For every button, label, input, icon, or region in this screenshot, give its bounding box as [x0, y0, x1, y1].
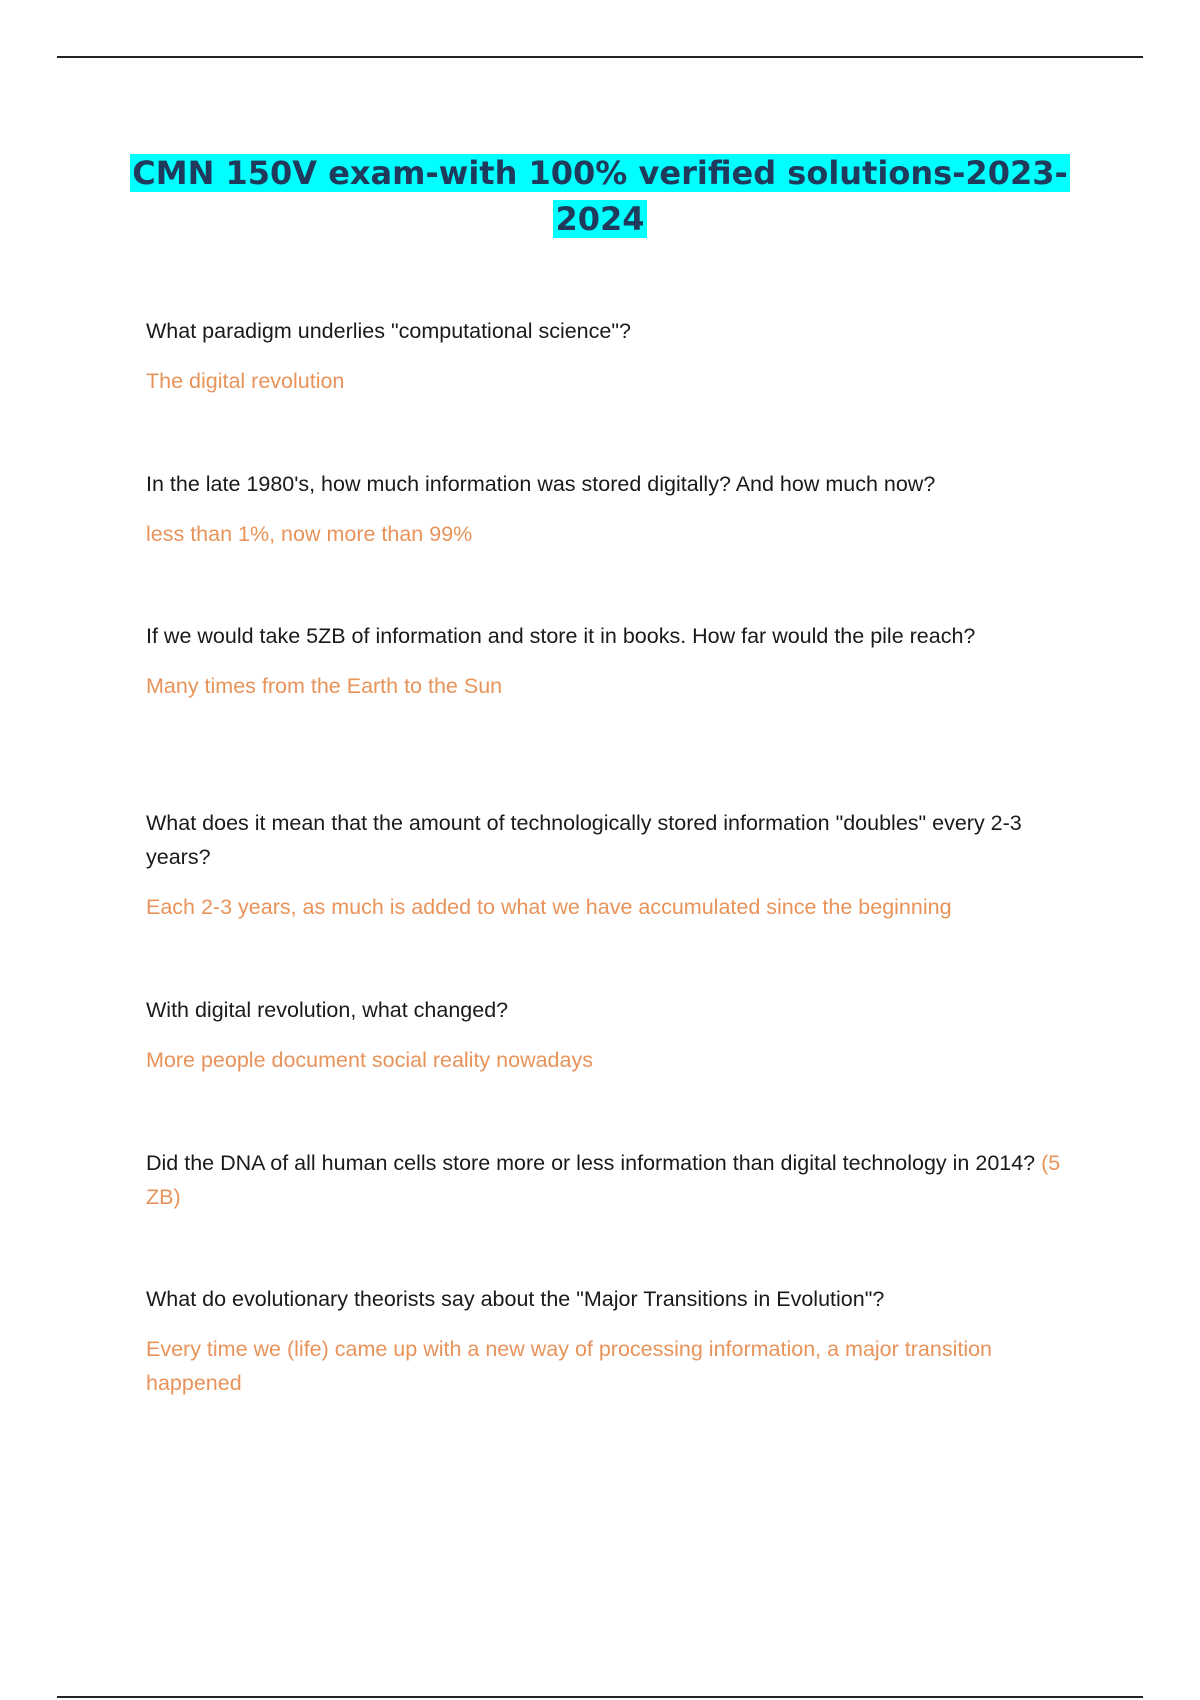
answer-5: More people document social reality nowadays: [146, 1048, 593, 1072]
qa-item-7: [146, 1282, 1066, 1400]
qa-item-5: [146, 993, 1066, 1077]
question-4: What does it mean that the amount of technologically stored information "doubles" every 2-3 years?: [146, 811, 1022, 869]
title-line-1: CMN 150V exam-with 100% verified solutions-2023-: [132, 154, 1068, 192]
question-3: If we would take 5ZB of information and store it in books. How far would the pile reach?: [146, 624, 976, 648]
qa-item-4: [146, 806, 1066, 924]
answer-2: less than 1%, now more than 99%: [146, 522, 473, 546]
answer-7: Every time we (life) came up with a new way of processing information, a major transition happened: [146, 1337, 993, 1395]
qa-item-3: [146, 619, 1066, 703]
document-title: [0, 150, 1200, 242]
question-1: What paradigm underlies "computational science"?: [146, 319, 631, 343]
question-2: In the late 1980's, how much information was stored digitally? And how much now?: [146, 472, 936, 496]
answer-4: Each 2-3 years, as much is added to what we have accumulated since the beginning: [146, 895, 952, 919]
qa-item-2: [146, 467, 1066, 551]
qa-item-6: [146, 1146, 1066, 1214]
answer-1: The digital revolution: [146, 369, 345, 393]
question-7: What do evolutionary theorists say about the "Major Transitions in Evolution"?: [146, 1287, 885, 1311]
answer-6-inline: (5 ZB): [146, 1151, 1061, 1209]
question-5: With digital revolution, what changed?: [146, 998, 509, 1022]
footer-rule: [57, 1696, 1143, 1698]
question-6-text: Did the DNA of all human cells store more or less information than digital technology in 2014?: [146, 1151, 1036, 1175]
answer-3: Many times from the Earth to the Sun: [146, 674, 503, 698]
title-line-2: 2024: [555, 200, 645, 238]
header-rule: [57, 56, 1143, 58]
qa-item-1: [146, 314, 1066, 398]
question-6: [146, 1146, 1066, 1214]
